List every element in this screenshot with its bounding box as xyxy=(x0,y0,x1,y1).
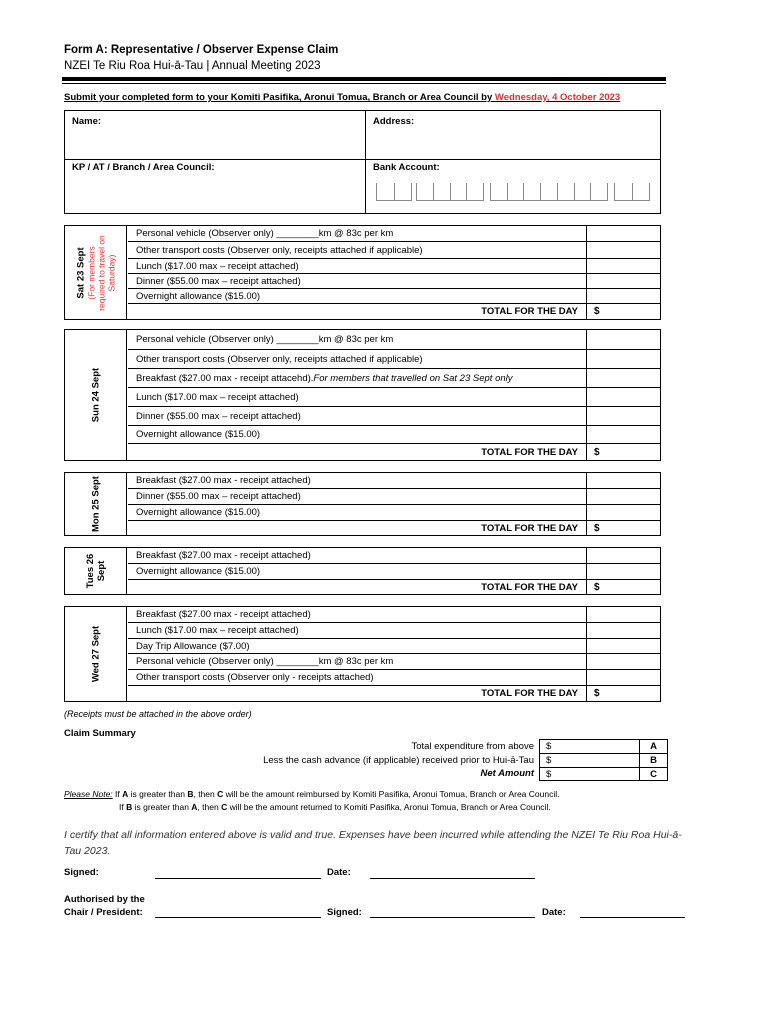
summary-label-total: Total expenditure from above xyxy=(411,741,534,752)
summary-label-net: Net Amount xyxy=(480,768,534,779)
amount-field[interactable] xyxy=(586,259,661,274)
expense-row: Day Trip Allowance ($7.00) xyxy=(128,639,660,654)
signed-label: Signed: xyxy=(64,867,99,878)
amount-field[interactable] xyxy=(586,289,661,304)
form-title: Form A: Representative / Observer Expense Claim xyxy=(64,44,339,56)
claim-summary-title: Claim Summary xyxy=(64,728,136,739)
bank-digits-group-1[interactable] xyxy=(376,183,412,201)
address-label: Address: xyxy=(373,116,415,127)
summary-letter-b: B xyxy=(650,755,657,766)
expense-row: Personal vehicle (Observer only) ________km @ 83c per km xyxy=(128,654,660,670)
expense-row: Breakfast ($27.00 max - receipt attacehd). For members that travelled on Sat 23 Sept only xyxy=(128,369,660,388)
submit-instruction xyxy=(64,92,620,103)
day-section-wed xyxy=(64,606,661,702)
amount-field[interactable] xyxy=(586,330,661,350)
date-label-2: Date: xyxy=(542,907,566,918)
amount-field[interactable] xyxy=(586,426,661,444)
signature-line-2[interactable] xyxy=(370,917,535,918)
header-rule-thin xyxy=(62,83,666,84)
day-total-label: TOTAL FOR THE DAY xyxy=(481,688,578,699)
summary-currency[interactable]: $ xyxy=(546,755,552,766)
date-line[interactable] xyxy=(370,878,535,879)
summary-grid xyxy=(539,739,668,781)
date-label: Date: xyxy=(327,867,351,878)
currency-symbol: $ xyxy=(594,582,600,593)
please-note-line-1: Please Note: If A is greater than B, then C will be the amount reimbursed by Komiti Pasifika, Aronui Tomua, Branch or Area Council. xyxy=(64,789,560,799)
amount-field[interactable] xyxy=(586,407,661,426)
amount-field[interactable] xyxy=(586,607,661,623)
expense-row: Dinner ($55.00 max – receipt attached) xyxy=(128,489,660,505)
receipts-note: (Receipts must be attached in the above order) xyxy=(64,709,252,719)
summary-letter-a: A xyxy=(650,741,657,752)
amount-field[interactable] xyxy=(586,369,661,388)
authoriser-line[interactable] xyxy=(155,917,321,918)
amount-field[interactable] xyxy=(586,505,661,521)
summary-currency[interactable]: $ xyxy=(546,769,552,780)
amount-field[interactable] xyxy=(586,274,661,289)
expense-row: Overnight allowance ($15.00) xyxy=(128,426,660,444)
amount-field[interactable] xyxy=(586,388,661,407)
expense-row: Personal vehicle (Observer only) ________km @ 83c per km xyxy=(128,330,660,350)
day-section-sat xyxy=(64,225,661,320)
amount-field[interactable] xyxy=(586,639,661,654)
expense-row: Lunch ($17.00 max – receipt attached) xyxy=(128,388,660,407)
signature-line[interactable] xyxy=(155,878,321,879)
form-subtitle: NZEI Te Riu Roa Hui-ā-Tau | Annual Meeting 2023 xyxy=(64,60,321,72)
day-total-label: TOTAL FOR THE DAY xyxy=(481,523,578,534)
currency-symbol: $ xyxy=(594,523,600,534)
day-label-sun: Sun 24 Sept xyxy=(90,367,101,423)
bank-digits-group-4[interactable] xyxy=(614,183,650,201)
currency-symbol: $ xyxy=(594,306,600,317)
summary-label-advance: Less the cash advance (if applicable) received prior to Hui-ā-Tau xyxy=(263,755,534,766)
day-total-label: TOTAL FOR THE DAY xyxy=(481,447,578,458)
currency-symbol: $ xyxy=(594,447,600,458)
day-label-sat: Sat 23 Sept (For members required to travel on Saturday) xyxy=(75,233,116,313)
submit-text: Submit your completed form to your Komiti Pasifika, Aronui Tomua, Branch or Area Council by xyxy=(64,92,495,103)
please-note-line-2: If B is greater than A, then C will be the amount returned to Komiti Pasifika, Aronui Tomua, Branch or Area Council. xyxy=(119,802,551,812)
amount-field[interactable] xyxy=(586,242,661,259)
personal-info-box xyxy=(64,110,661,214)
certification-statement: I certify that all information entered above is valid and true. Expenses have been incurred while attending the NZEI Te Riu Roa Hui-ā-Tau 2023. xyxy=(64,829,682,857)
amount-field[interactable] xyxy=(586,670,661,686)
summary-letter-c: C xyxy=(650,769,657,780)
amount-field[interactable] xyxy=(586,350,661,369)
day-total-label: TOTAL FOR THE DAY xyxy=(481,582,578,593)
header-rule-thick xyxy=(62,77,666,81)
amount-field[interactable] xyxy=(586,623,661,639)
date-line-2[interactable] xyxy=(580,917,685,918)
expense-row: Overnight allowance ($15.00) xyxy=(128,289,660,304)
day-label-mon: Mon 25 Sept xyxy=(90,476,101,532)
day-section-mon xyxy=(64,472,661,536)
bank-account-label: Bank Account: xyxy=(373,162,440,173)
day-label-wed: Wed 27 Sept xyxy=(90,625,101,683)
expense-row: Other transport costs (Observer only, receipts attached if applicable) xyxy=(128,350,660,369)
council-label: KP / AT / Branch / Area Council: xyxy=(72,162,215,173)
day-total-label: TOTAL FOR THE DAY xyxy=(481,306,578,317)
expense-row: Other transport costs (Observer only - receipts attached) xyxy=(128,670,660,686)
amount-field[interactable] xyxy=(586,226,661,242)
day-section-tue xyxy=(64,547,661,595)
expense-row: Overnight allowance ($15.00) xyxy=(128,564,660,580)
authorised-label: Authorised by the Chair / President: xyxy=(64,894,145,918)
bank-digits-group-2[interactable] xyxy=(416,183,484,201)
bank-digits-group-3[interactable] xyxy=(490,183,608,201)
breakfast-note: For members that travelled on Sat 23 Sept only xyxy=(313,372,513,384)
submit-deadline: Wednesday, 4 October 2023 xyxy=(494,92,621,103)
amount-field[interactable] xyxy=(586,489,661,505)
day-section-sun xyxy=(64,329,661,461)
expense-row: Breakfast ($27.00 max - receipt attached) xyxy=(128,473,660,489)
expense-row: Other transport costs (Observer only, receipts attached if applicable) xyxy=(128,242,660,259)
summary-currency[interactable]: $ xyxy=(546,741,552,752)
amount-field[interactable] xyxy=(586,548,661,564)
expense-row: Dinner ($55.00 max – receipt attached) xyxy=(128,274,660,289)
currency-symbol: $ xyxy=(594,688,600,699)
sat-note: (For members required to travel on Saturday) xyxy=(86,234,116,311)
expense-row: Dinner ($55.00 max – receipt attached) xyxy=(128,407,660,426)
day-label-tue: Tues 26 Sept xyxy=(84,553,107,589)
expense-row: Lunch ($17.00 max – receipt attached) xyxy=(128,259,660,274)
expense-row: Overnight allowance ($15.00) xyxy=(128,505,660,521)
amount-field[interactable] xyxy=(586,654,661,670)
amount-field[interactable] xyxy=(586,564,661,580)
expense-row: Personal vehicle (Observer only) ________km @ 83c per km xyxy=(128,226,660,242)
expense-row: Lunch ($17.00 max – receipt attached) xyxy=(128,623,660,639)
expense-row: Breakfast ($27.00 max - receipt attached) xyxy=(128,607,660,623)
signed-label-2: Signed: xyxy=(327,907,362,918)
name-label: Name: xyxy=(72,116,102,127)
amount-field[interactable] xyxy=(586,473,661,489)
expense-row: Breakfast ($27.00 max - receipt attached) xyxy=(128,548,660,564)
